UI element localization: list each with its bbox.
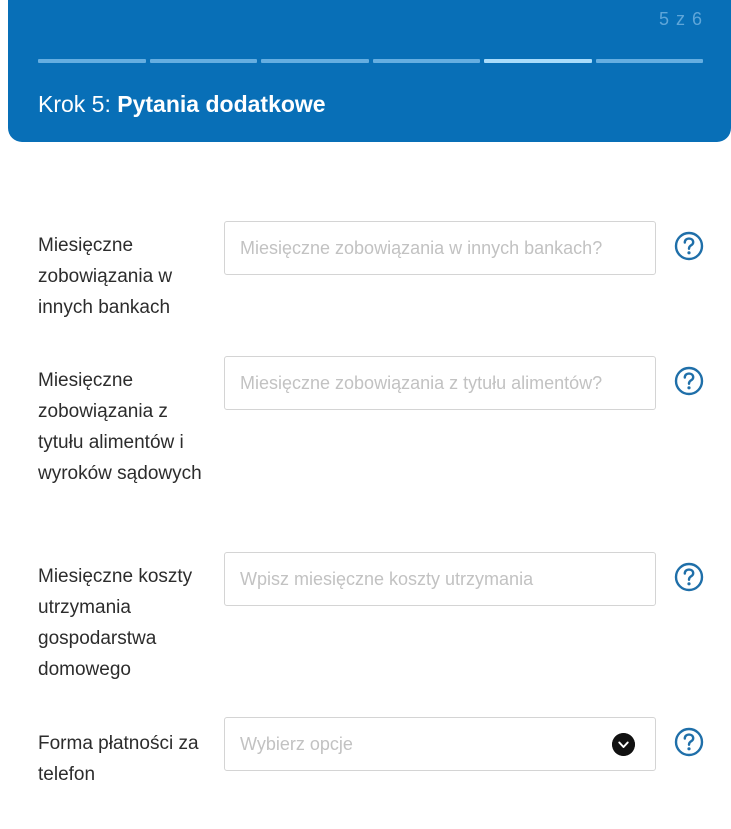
step-prefix: Krok 5: bbox=[38, 91, 111, 117]
progress-bar bbox=[38, 59, 703, 63]
progress-segment-1 bbox=[38, 59, 146, 63]
alimony-obligations-input[interactable] bbox=[224, 356, 656, 410]
step-title: Pytania dodatkowe bbox=[117, 91, 326, 117]
field-label: Miesięczne zobowiązania w innych bankach bbox=[38, 235, 173, 318]
chevron-down-icon[interactable] bbox=[612, 733, 635, 756]
question-circle-icon[interactable] bbox=[674, 562, 704, 592]
household-costs-input[interactable] bbox=[224, 552, 656, 606]
other-bank-obligations-input[interactable] bbox=[224, 221, 656, 275]
question-circle-icon[interactable] bbox=[674, 727, 704, 757]
page-title bbox=[38, 91, 326, 118]
field-label: Forma płatności za telefon bbox=[38, 733, 199, 785]
field-label: Miesięczne koszty utrzymania gospodarstwa domowego bbox=[38, 566, 193, 680]
phone-payment-select[interactable] bbox=[224, 717, 656, 771]
progress-segment-4 bbox=[373, 59, 481, 63]
progress-segment-3 bbox=[261, 59, 369, 63]
question-circle-icon[interactable] bbox=[674, 231, 704, 261]
field-label: Miesięczne zobowiązania z tytułu alimentów i wyroków sądowych bbox=[38, 370, 202, 484]
wizard-header bbox=[8, 0, 731, 142]
question-circle-icon[interactable] bbox=[674, 366, 704, 396]
select-placeholder: Wybierz opcje bbox=[240, 734, 353, 754]
progress-segment-6 bbox=[596, 59, 704, 63]
progress-segment-5 bbox=[484, 59, 592, 63]
step-counter: 5 z 6 bbox=[658, 9, 703, 29]
progress-segment-2 bbox=[150, 59, 258, 63]
